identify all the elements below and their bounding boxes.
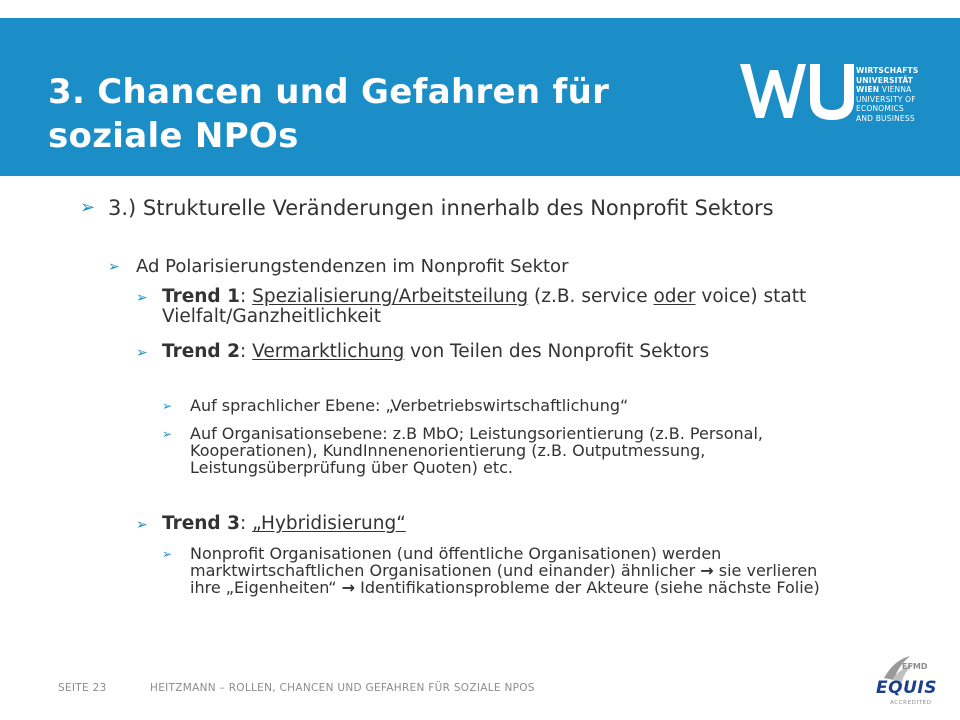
- slide-title: 3. Chancen und Gefahren für soziale NPOs: [48, 72, 610, 156]
- arrow-bullet-icon: ➢: [80, 197, 96, 218]
- arrow-bullet-icon: ➢: [108, 259, 120, 275]
- bullet-text: Trend 3: „Hybridisierung“: [162, 513, 406, 534]
- equis-label: EQUIS: [876, 678, 937, 698]
- bullet-structural-changes: [80, 196, 880, 220]
- arrow-bullet-icon: ➢: [136, 517, 148, 533]
- bullet-trend-3: [136, 514, 836, 536]
- bullet-trend-3-convergence: [162, 545, 852, 596]
- right-arrow-icon: →: [341, 578, 356, 597]
- arrow-bullet-icon: ➢: [162, 399, 173, 413]
- wu-logo-wordmark: WIRTSCHAFTS UNIVERSITÄT WIEN VIENNA UNIVERSITY OF ECONOMICS AND BUSINESS: [856, 66, 919, 123]
- bullet-text: Ad Polarisierungstendenzen im Nonprofit Sektor: [136, 256, 569, 277]
- bullet-text: Auf Organisationsebene: z.B MbO; Leistungsorientierung (z.B. Personal, Kooperationen), KundInnenenorientierung (z.B. Outputmessung, Leistungsüberprüfung über Quoten) etc.: [190, 424, 763, 477]
- accredited-label: ACCREDITED: [890, 700, 932, 706]
- footer-caption: HEITZMANN – ROLLEN, CHANCEN UND GEFAHREN FÜR SOZIALE NPOS: [150, 682, 535, 694]
- right-arrow-icon: →: [700, 561, 714, 580]
- bullet-text: Trend 1: Spezialisierung/Arbeitsteilung (z.B. service oder voice) statt Vielfalt/Ganzheitlichkeit: [162, 286, 807, 327]
- arrow-bullet-icon: ➢: [162, 427, 173, 441]
- bullet-trend-2: [136, 342, 836, 364]
- bullet-text: 3.) Strukturelle Veränderungen innerhalb des Nonprofit Sektors: [108, 196, 774, 220]
- bullet-trend-2-organisation: [162, 425, 852, 476]
- bullet-text: Trend 2: Vermarktlichung von Teilen des Nonprofit Sektors: [162, 341, 710, 362]
- arrow-bullet-icon: ➢: [136, 290, 148, 306]
- efmd-label: EFMD: [902, 662, 928, 671]
- bullet-text: Nonprofit Organisationen (und öffentliche Organisationen) werden marktwirtschaftlichen Organisationen (und einander) ähnlicher → sie verlieren ihre „Eigenheiten“ → Identifikationsprobleme der Akteure (siehe nächste Folie): [190, 544, 820, 597]
- bullet-trend-2-language: [162, 397, 852, 415]
- page-number: SEITE 23: [58, 682, 107, 694]
- bullet-text: Auf sprachlicher Ebene: „Verbetriebswirtschaftlichung“: [190, 396, 629, 415]
- arrow-bullet-icon: ➢: [136, 345, 148, 361]
- bullet-polarization: [108, 256, 868, 278]
- equis-accreditation-logo: [862, 650, 942, 710]
- bullet-trend-1: [136, 287, 836, 327]
- arrow-bullet-icon: ➢: [162, 547, 173, 561]
